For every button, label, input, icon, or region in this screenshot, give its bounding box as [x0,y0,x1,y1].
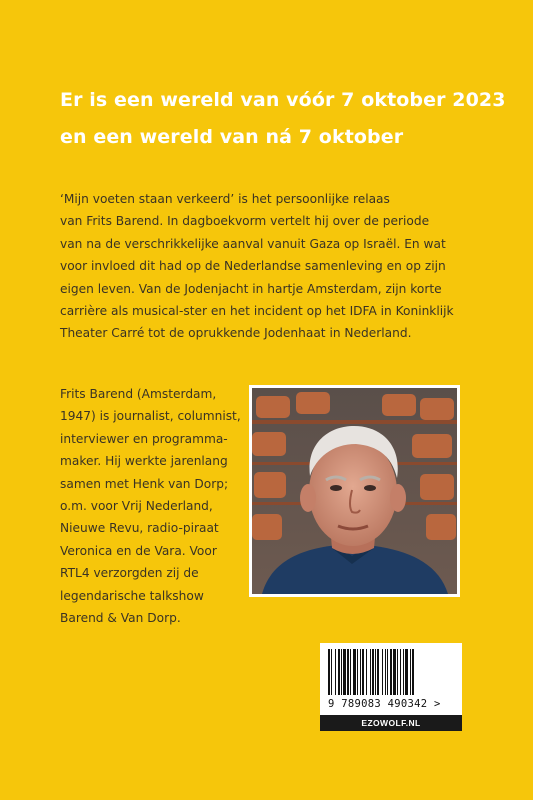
bio-line: interviewer en programma- [60,431,228,446]
bio-line: o.m. voor Vrij Nederland, [60,499,213,514]
intro-line: ‘Mijn voeten staan verkeerd’ is het persoonlijke relaas [60,192,390,206]
bio-line: Nieuwe Revu, radio-piraat [60,521,219,536]
author-bio [60,383,245,629]
barcode-icon [326,649,456,697]
intro-line: eigen leven. Van de Jodenjacht in hartje Amsterdam, zijn korte [60,281,442,296]
intro-paragraph [60,188,480,345]
bio-line: Frits Barend (Amsterdam, [60,387,217,401]
bio-line: samen met Henk van Dorp; [60,476,229,491]
barcode-box [320,643,462,731]
bio-line: maker. Hij werkte jarenlang [60,454,228,469]
intro-line: Theater Carré tot de oprukkende Jodenhaat in Nederland. [60,326,412,341]
isbn-number: 9 789083 490342 > [328,698,441,710]
author-photo [249,385,460,597]
intro-line: carrière als musical-ster en het incident op het IDFA in Koninklijk [60,304,454,319]
bio-line: 1947) is journalist, columnist, [60,409,241,424]
author-portrait-image [252,388,457,594]
intro-line: van na de verschrikkelijke aanval vanuit Gaza op Israël. En wat [60,236,446,251]
bio-line: Barend & Van Dorp. [60,611,181,626]
bio-line: legendarische talkshow [60,588,204,603]
bio-line: RTL4 verzorgden zij de [60,566,199,581]
publisher-label: EZOWOLF.NL [320,715,462,731]
headline-line-1: Er is een wereld van vóór 7 oktober 2023 [60,89,506,111]
headline-line-2: en een wereld van ná 7 oktober [60,126,404,148]
intro-line: voor invloed dit had op de Nederlandse samenleving en op zijn [60,259,446,274]
headline [60,82,506,156]
bio-line: Veronica en de Vara. Voor [60,543,217,558]
intro-line: van Frits Barend. In dagboekvorm vertelt hij over de periode [60,214,430,229]
